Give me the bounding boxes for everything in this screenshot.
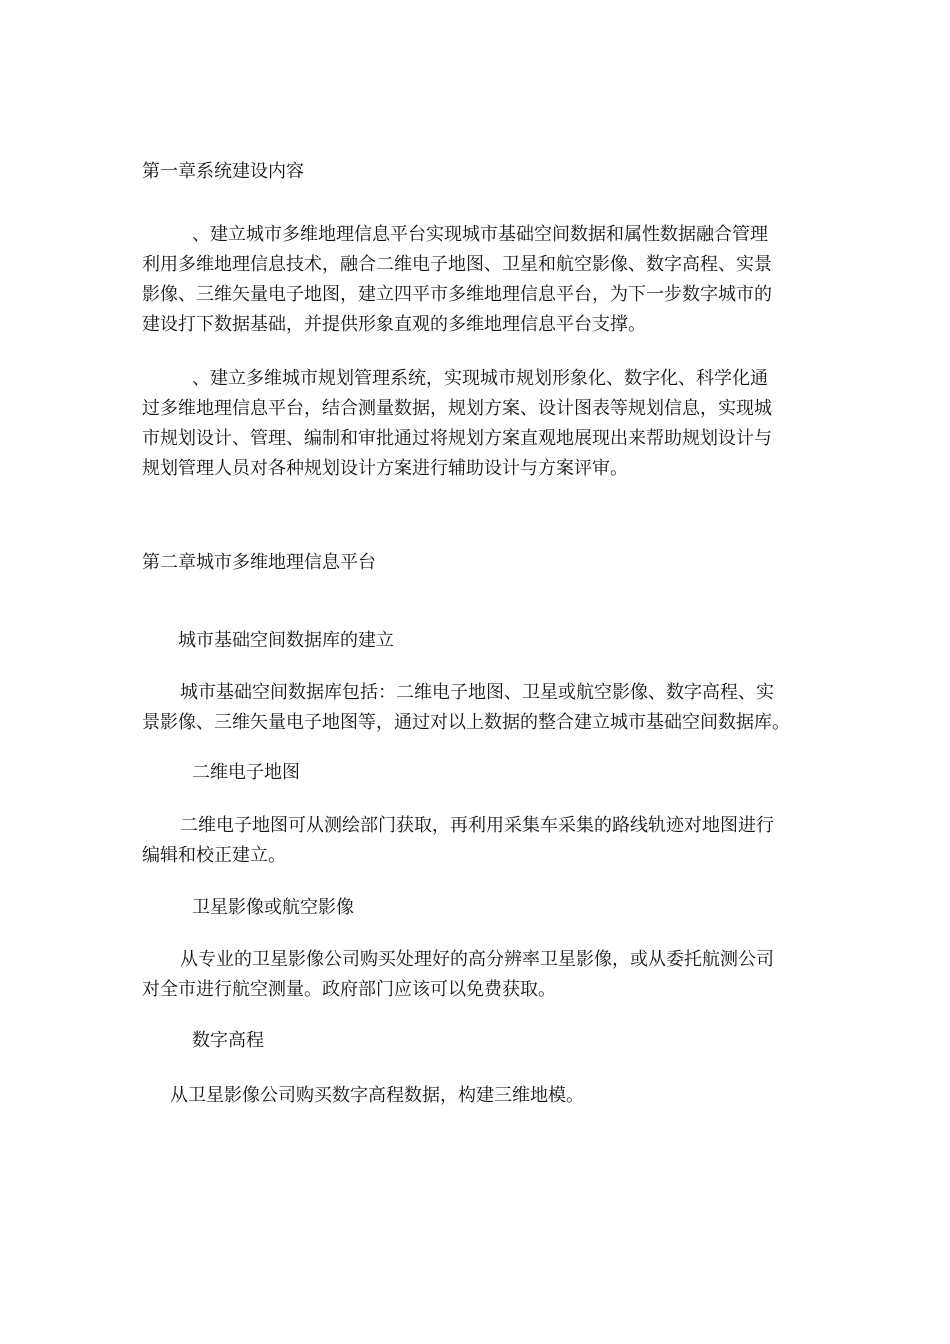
subsection-heading-imagery: 卫星影像或航空影像 bbox=[192, 897, 354, 918]
paragraph-line: 建设打下数据基础，并提供形象直观的多维地理信息平台支撑。 bbox=[142, 314, 646, 335]
subsection-heading-dem: 数字高程 bbox=[192, 1030, 264, 1051]
paragraph-line: 、建立城市多维地理信息平台实现城市基础空间数据和属性数据融合管理 bbox=[192, 224, 768, 245]
subsection-body-imagery bbox=[142, 945, 774, 1005]
chapter-1-title: 第一章系统建设内容 bbox=[142, 161, 304, 182]
paragraph-line: 过多维地理信息平台，结合测量数据，规划方案、设计图表等规划信息，实现城 bbox=[142, 398, 772, 419]
subsection-body-2d-map bbox=[142, 811, 774, 871]
paragraph-line: 从卫星影像公司购买数字高程数据，构建三维地模。 bbox=[170, 1085, 584, 1106]
paragraph-line: 规划管理人员对各种规划设计方案进行辅助设计与方案评审。 bbox=[142, 458, 628, 479]
paragraph-line: 二维电子地图可从测绘部门获取，再利用采集车采集的路线轨迹对地图进行 bbox=[180, 815, 774, 836]
paragraph-line: 从专业的卫星影像公司购买处理好的高分辨率卫星影像，或从委托航测公司 bbox=[180, 949, 774, 970]
paragraph-line: 影像、三维矢量电子地图，建立四平市多维地理信息平台，为下一步数字城市的 bbox=[142, 284, 772, 305]
subsection-heading-2d-map: 二维电子地图 bbox=[192, 762, 300, 783]
chapter-1-item-2 bbox=[142, 364, 772, 484]
paragraph-line: 城市基础空间数据库包括：二维电子地图、卫星或航空影像、数字高程、实 bbox=[180, 682, 774, 703]
paragraph-line: 、建立多维城市规划管理系统，实现城市规划形象化、数字化、科学化通 bbox=[192, 368, 768, 389]
chapter-2-title: 第二章城市多维地理信息平台 bbox=[142, 552, 376, 573]
paragraph-line: 景影像、三维矢量电子地图等，通过对以上数据的整合建立城市基础空间数据库。 bbox=[142, 712, 790, 733]
section-heading-spatial-db: 城市基础空间数据库的建立 bbox=[178, 630, 394, 651]
paragraph-line: 对全市进行航空测量。政府部门应该可以免费获取。 bbox=[142, 979, 556, 1000]
chapter-1-item-1 bbox=[142, 220, 772, 340]
paragraph-line: 市规划设计、管理、编制和审批通过将规划方案直观地展现出来帮助规划设计与 bbox=[142, 428, 772, 449]
paragraph-line: 利用多维地理信息技术，融合二维电子地图、卫星和航空影像、数字高程、实景 bbox=[142, 254, 772, 275]
paragraph-line: 编辑和校正建立。 bbox=[142, 845, 286, 866]
subsection-body-dem bbox=[142, 1081, 584, 1111]
section-body-spatial-db bbox=[142, 678, 790, 738]
